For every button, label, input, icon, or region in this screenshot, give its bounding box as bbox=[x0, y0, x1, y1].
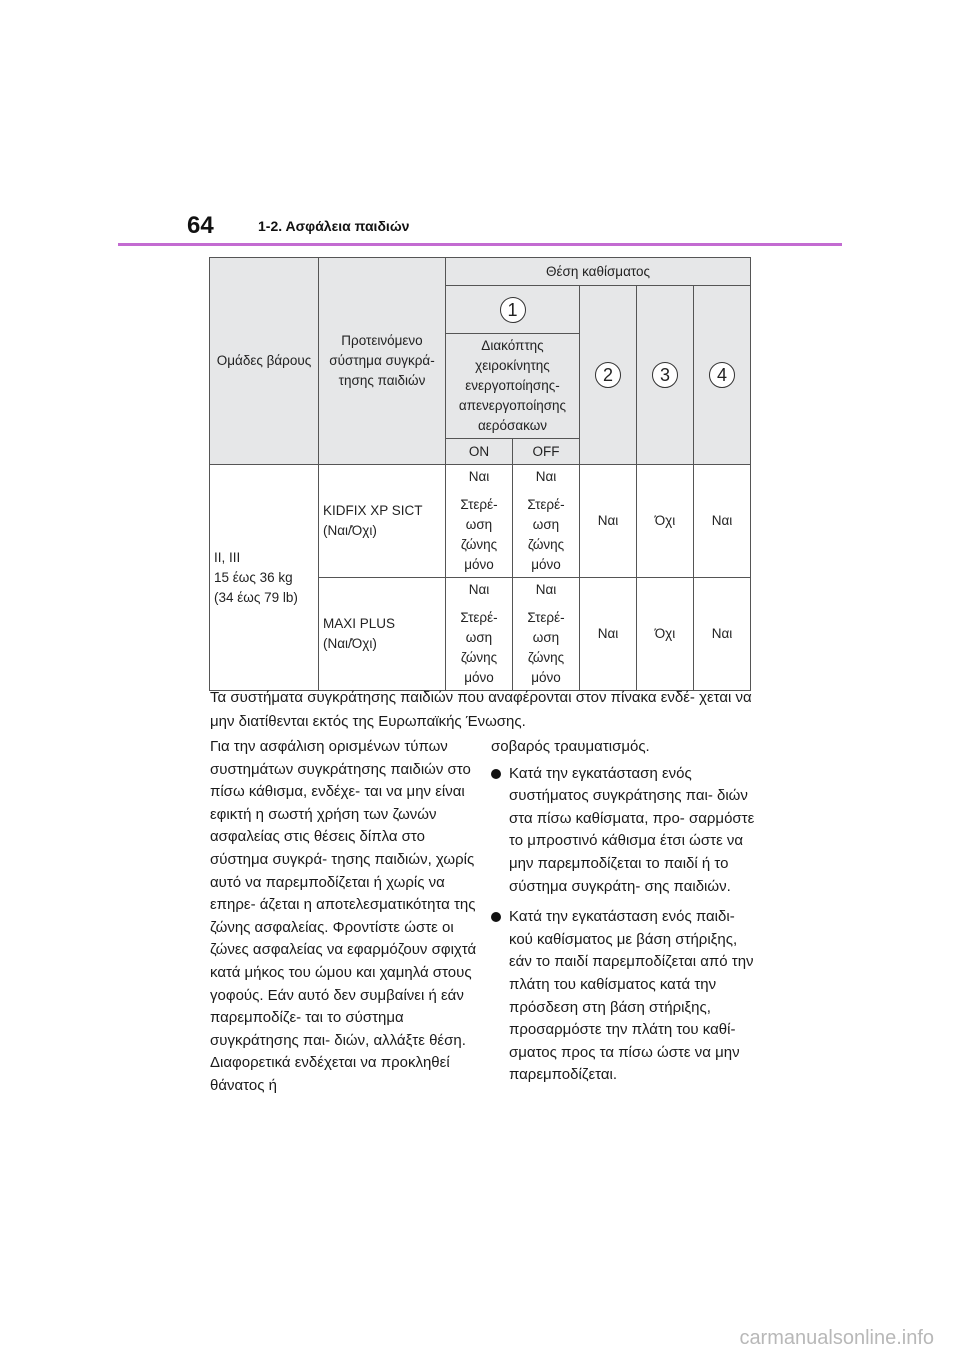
seat-2-value: Ναι bbox=[580, 578, 637, 691]
col-seat-position: Θέση καθίσματος bbox=[446, 258, 751, 286]
seat-2-value: Ναι bbox=[580, 465, 637, 578]
bullet-item bbox=[491, 906, 756, 1087]
bullet-icon bbox=[491, 769, 501, 779]
weight-group-cell bbox=[210, 465, 319, 691]
airbag-on-cell bbox=[446, 465, 513, 578]
seat-4-value: Ναι bbox=[694, 465, 751, 578]
seat-4-badge: 4 bbox=[709, 362, 735, 388]
system-options: (Ναι/Όχι) bbox=[323, 523, 377, 538]
seat-3-header bbox=[637, 286, 694, 465]
system-cell bbox=[319, 465, 446, 578]
airbag-off-cell bbox=[513, 578, 580, 691]
system-cell bbox=[319, 578, 446, 691]
bullet-text: Κατά την εγκατάσταση ενός παιδι- κού καθίσματος με βάση στήριξης, εάν το παιδί παρεμποδίζεται από την πλάτη του καθίσματος κατά την πρόσδεση στη βάση στήριξης, προσαρμόστε την πλάτη του καθί- σματος προς τα πίσω ώστε να μην παρεμποδίζεται. bbox=[509, 908, 754, 1084]
weight-group-lb: (34 έως 79 lb) bbox=[214, 589, 298, 605]
body-left-column: Για την ασφάλιση ορισμένων τύπων συστημάτων συγκράτησης παιδιών στο πίσω κάθισμα, ενδέχε- ται να μην είναι εφικτή η σωστή χρήση των ζωνών ασφαλείας στις θέσεις δίπλα στο σύστημα συγκρά- τησης παιδιών, χωρίς αυτό να παρεμποδίζεται ή χωρίς να επηρε- άζεται η αποτελεσματικότητα της ζώνης ασφαλείας. Φροντίστε ώστε οι ζώνες ασφαλείας να εφαρμόζουν σφιχτά κατά μήκος του ώμου και χαμηλά στους γοφούς. Εάν αυτό δεν συμβαίνει ή εάν παρεμποδίζε- ται το σύστημα συγκράτησης παι- διών, αλλάξτε θέση. Διαφορετικά ενδέχεται να προκληθεί θάνατος ή bbox=[210, 738, 477, 1094]
airbag-on-cell bbox=[446, 578, 513, 691]
off-yes: Ναι bbox=[535, 469, 557, 484]
on-yes: Ναι bbox=[468, 469, 490, 484]
page-number: 64 bbox=[187, 212, 214, 239]
off-belt-note: Στερέ- ωση ζώνης μόνο bbox=[527, 610, 565, 685]
bullet-item bbox=[491, 763, 756, 899]
seat-2-badge: 2 bbox=[595, 362, 621, 388]
seat-3-badge: 3 bbox=[652, 362, 678, 388]
airbag-off-cell bbox=[513, 465, 580, 578]
seat-1-header bbox=[446, 286, 580, 334]
bullet-icon bbox=[491, 912, 501, 922]
header-divider bbox=[118, 243, 842, 246]
site-watermark: carmanualsonline.info bbox=[739, 1327, 934, 1349]
col-weight-group: Ομάδες βάρους bbox=[210, 258, 319, 465]
off-belt-note: Στερέ- ωση ζώνης μόνο bbox=[527, 497, 565, 572]
seat-4-value: Ναι bbox=[694, 578, 751, 691]
airbag-on-header: ON bbox=[446, 439, 513, 465]
airbag-switch-header: Διακόπτης χειροκίνητης ενεργοποίησης- απενεργοποίησης αερόσακων bbox=[446, 334, 580, 439]
off-yes: Ναι bbox=[535, 582, 557, 597]
on-belt-note: Στερέ- ωση ζώνης μόνο bbox=[460, 497, 498, 572]
seat-3-value: Όχι bbox=[637, 465, 694, 578]
weight-group-kg: 15 έως 36 kg bbox=[214, 569, 293, 585]
availability-note: Τα συστήματα συγκράτησης παιδιών που αναφέρονται στον πίνακα ενδέ- χεται να μην διατίθενται εκτός της Ευρωπαϊκής Ένωσης. bbox=[210, 689, 752, 730]
seat-compatibility-table bbox=[209, 257, 751, 691]
body-continuation: σοβαρός τραυματισμός. bbox=[491, 738, 650, 755]
system-name: MAXI PLUS bbox=[323, 616, 396, 631]
on-belt-note: Στερέ- ωση ζώνης μόνο bbox=[460, 610, 498, 685]
section-title: 1-2. Ασφάλεια παιδιών bbox=[258, 218, 410, 234]
seat-2-header bbox=[580, 286, 637, 465]
seat-4-header bbox=[694, 286, 751, 465]
system-name: KIDFIX XP SICT bbox=[323, 503, 423, 518]
body-right-column bbox=[491, 736, 756, 1087]
bullet-text: Κατά την εγκατάσταση ενός συστήματος συγκράτησης παι- διών στα πίσω καθίσματα, προ- σαρμόστε το μπροστινό κάθισμα έτσι ώστε να μην παρεμποδίζεται το παιδί ή το σύστημα συγκράτη- σης παιδιών. bbox=[509, 764, 755, 895]
system-options: (Ναι/Όχι) bbox=[323, 636, 377, 651]
seat-3-value: Όχι bbox=[637, 578, 694, 691]
seat-1-badge: 1 bbox=[500, 297, 526, 323]
col-recommended-system: Προτεινόμενο σύστημα συγκρά- τησης παιδιών bbox=[319, 258, 446, 465]
on-yes: Ναι bbox=[468, 582, 490, 597]
airbag-off-header: OFF bbox=[513, 439, 580, 465]
weight-group-class: II, III bbox=[214, 549, 241, 565]
